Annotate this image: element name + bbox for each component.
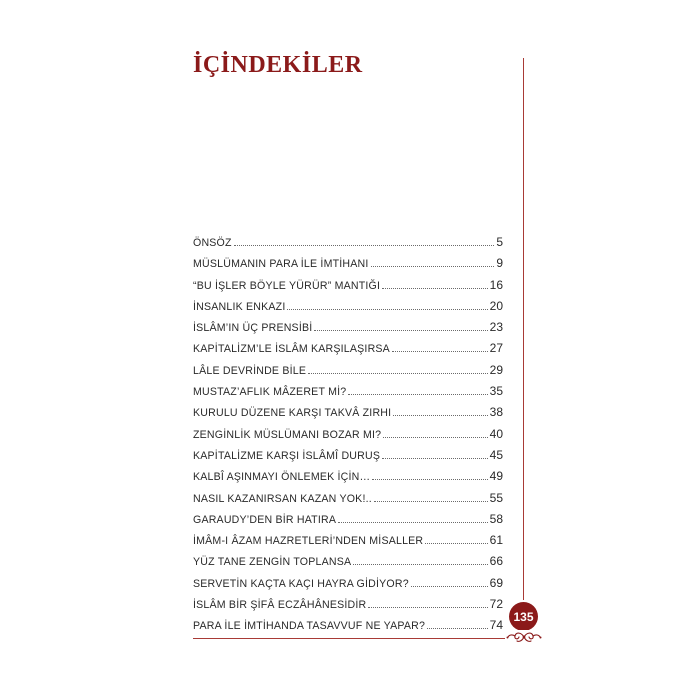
toc-entry bbox=[193, 512, 503, 533]
toc-leader-dots bbox=[314, 330, 487, 331]
page-number-badge: 135 bbox=[509, 602, 538, 631]
toc-leader-dots bbox=[427, 628, 488, 629]
toc-entry-page: 69 bbox=[489, 575, 503, 590]
floral-ornament-icon bbox=[505, 630, 543, 644]
toc-leader-dots bbox=[372, 479, 487, 480]
toc-leader-dots bbox=[383, 437, 487, 438]
toc-entry-title: KALBÎ AŞINMAYI ÖNLEMEK İÇİN… bbox=[193, 471, 371, 484]
toc-entry bbox=[193, 299, 503, 320]
toc-entry bbox=[193, 427, 503, 448]
toc-leader-dots bbox=[368, 607, 487, 608]
toc-leader-dots bbox=[393, 415, 487, 416]
toc-entry-page: 55 bbox=[489, 490, 503, 505]
toc-entry-title: “BU İŞLER BÖYLE YÜRÜR” MANTIĞI bbox=[193, 279, 381, 292]
vertical-divider bbox=[523, 58, 524, 600]
toc-entry-page: 49 bbox=[489, 469, 503, 484]
toc-entry bbox=[193, 278, 503, 299]
toc-entry-title: ZENGİNLİK MÜSLÜMANI BOZAR MI? bbox=[193, 428, 382, 441]
toc-entry bbox=[193, 554, 503, 575]
toc-leader-dots bbox=[382, 288, 488, 289]
horizontal-divider bbox=[193, 638, 538, 639]
toc-entry-page: 61 bbox=[489, 533, 503, 548]
toc-entry bbox=[193, 235, 503, 256]
toc-entry bbox=[193, 469, 503, 490]
toc-entry-title: İSLÂM BİR ŞİFÂ ECZÂHÂNESİDİR bbox=[193, 599, 367, 612]
toc-entry-page: 72 bbox=[489, 597, 503, 612]
toc-entry bbox=[193, 533, 503, 554]
toc-entry bbox=[193, 491, 503, 512]
toc-entry-page: 23 bbox=[489, 320, 503, 335]
toc-entry-page: 29 bbox=[489, 362, 503, 377]
toc-entry-title: KAPİTALİZM’LE İSLÂM KARŞILAŞIRSA bbox=[193, 343, 390, 356]
toc-leader-dots bbox=[353, 564, 487, 565]
toc-entry-title: İMÂM-I ÂZAM HAZRETLERİ’NDEN MİSALLER bbox=[193, 535, 424, 548]
toc-entry-page: 58 bbox=[489, 511, 503, 526]
toc-entry bbox=[193, 576, 503, 597]
toc-entry bbox=[193, 320, 503, 341]
toc-entry bbox=[193, 341, 503, 362]
toc-entry-title: KAPİTALİZME KARŞI İSLÂMÎ DURUŞ bbox=[193, 449, 381, 462]
table-of-contents bbox=[193, 235, 503, 640]
toc-leader-dots bbox=[287, 309, 487, 310]
toc-entry-title: LÂLE DEVRİNDE BİLE bbox=[193, 364, 307, 377]
toc-leader-dots bbox=[425, 543, 487, 544]
toc-leader-dots bbox=[374, 501, 488, 502]
toc-entry-page: 27 bbox=[489, 341, 503, 356]
toc-entry bbox=[193, 256, 503, 277]
toc-leader-dots bbox=[308, 373, 488, 374]
toc-entry bbox=[193, 384, 503, 405]
toc-entry-page: 66 bbox=[489, 554, 503, 569]
toc-entry-page: 35 bbox=[489, 384, 503, 399]
toc-entry bbox=[193, 448, 503, 469]
toc-leader-dots bbox=[411, 586, 488, 587]
toc-entry-title: ÖNSÖZ bbox=[193, 237, 232, 249]
toc-leader-dots bbox=[371, 266, 495, 267]
toc-entry-page: 40 bbox=[489, 426, 503, 441]
toc-leader-dots bbox=[338, 522, 488, 523]
toc-entry-title: MUSTAZ’AFLIK MÂZERET Mİ? bbox=[193, 386, 347, 399]
toc-entry bbox=[193, 363, 503, 384]
toc-leader-dots bbox=[392, 351, 488, 352]
toc-entry-page: 20 bbox=[489, 298, 503, 313]
toc-entry-page: 9 bbox=[496, 256, 503, 271]
toc-leader-dots bbox=[382, 458, 488, 459]
toc-entry-title: İNSANLIK ENKAZI bbox=[193, 300, 286, 313]
toc-entry-page: 16 bbox=[489, 277, 503, 292]
toc-entry-page: 5 bbox=[496, 235, 503, 249]
toc-entry-title: SERVETİN KAÇTA KAÇI HAYRA GİDİYOR? bbox=[193, 577, 409, 590]
toc-entry-title: İSLÂM’IN ÜÇ PRENSİBİ bbox=[193, 322, 313, 335]
toc-entry bbox=[193, 405, 503, 426]
toc-entry bbox=[193, 597, 503, 618]
toc-entry-title: YÜZ TANE ZENGİN TOPLANSA bbox=[193, 556, 352, 569]
toc-entry-title: NASIL KAZANIRSAN KAZAN YOK!.. bbox=[193, 492, 372, 505]
toc-entry-title: KURULU DÜZENE KARŞI TAKVÂ ZIRHI bbox=[193, 407, 392, 420]
toc-entry-title: PARA İLE İMTİHANDA TASAVVUF NE YAPAR? bbox=[193, 620, 426, 633]
toc-entry bbox=[193, 618, 503, 639]
toc-entry-title: GARAUDY’DEN BİR HATIRA bbox=[193, 513, 337, 526]
toc-leader-dots bbox=[234, 245, 495, 246]
toc-leader-dots bbox=[348, 394, 487, 395]
page-title: İÇİNDEKİLER bbox=[193, 52, 363, 78]
toc-entry-page: 74 bbox=[489, 618, 503, 633]
toc-entry-page: 38 bbox=[489, 405, 503, 420]
toc-entry-page: 45 bbox=[489, 447, 503, 462]
toc-entry-title: MÜSLÜMANIN PARA İLE İMTİHANI bbox=[193, 258, 369, 271]
